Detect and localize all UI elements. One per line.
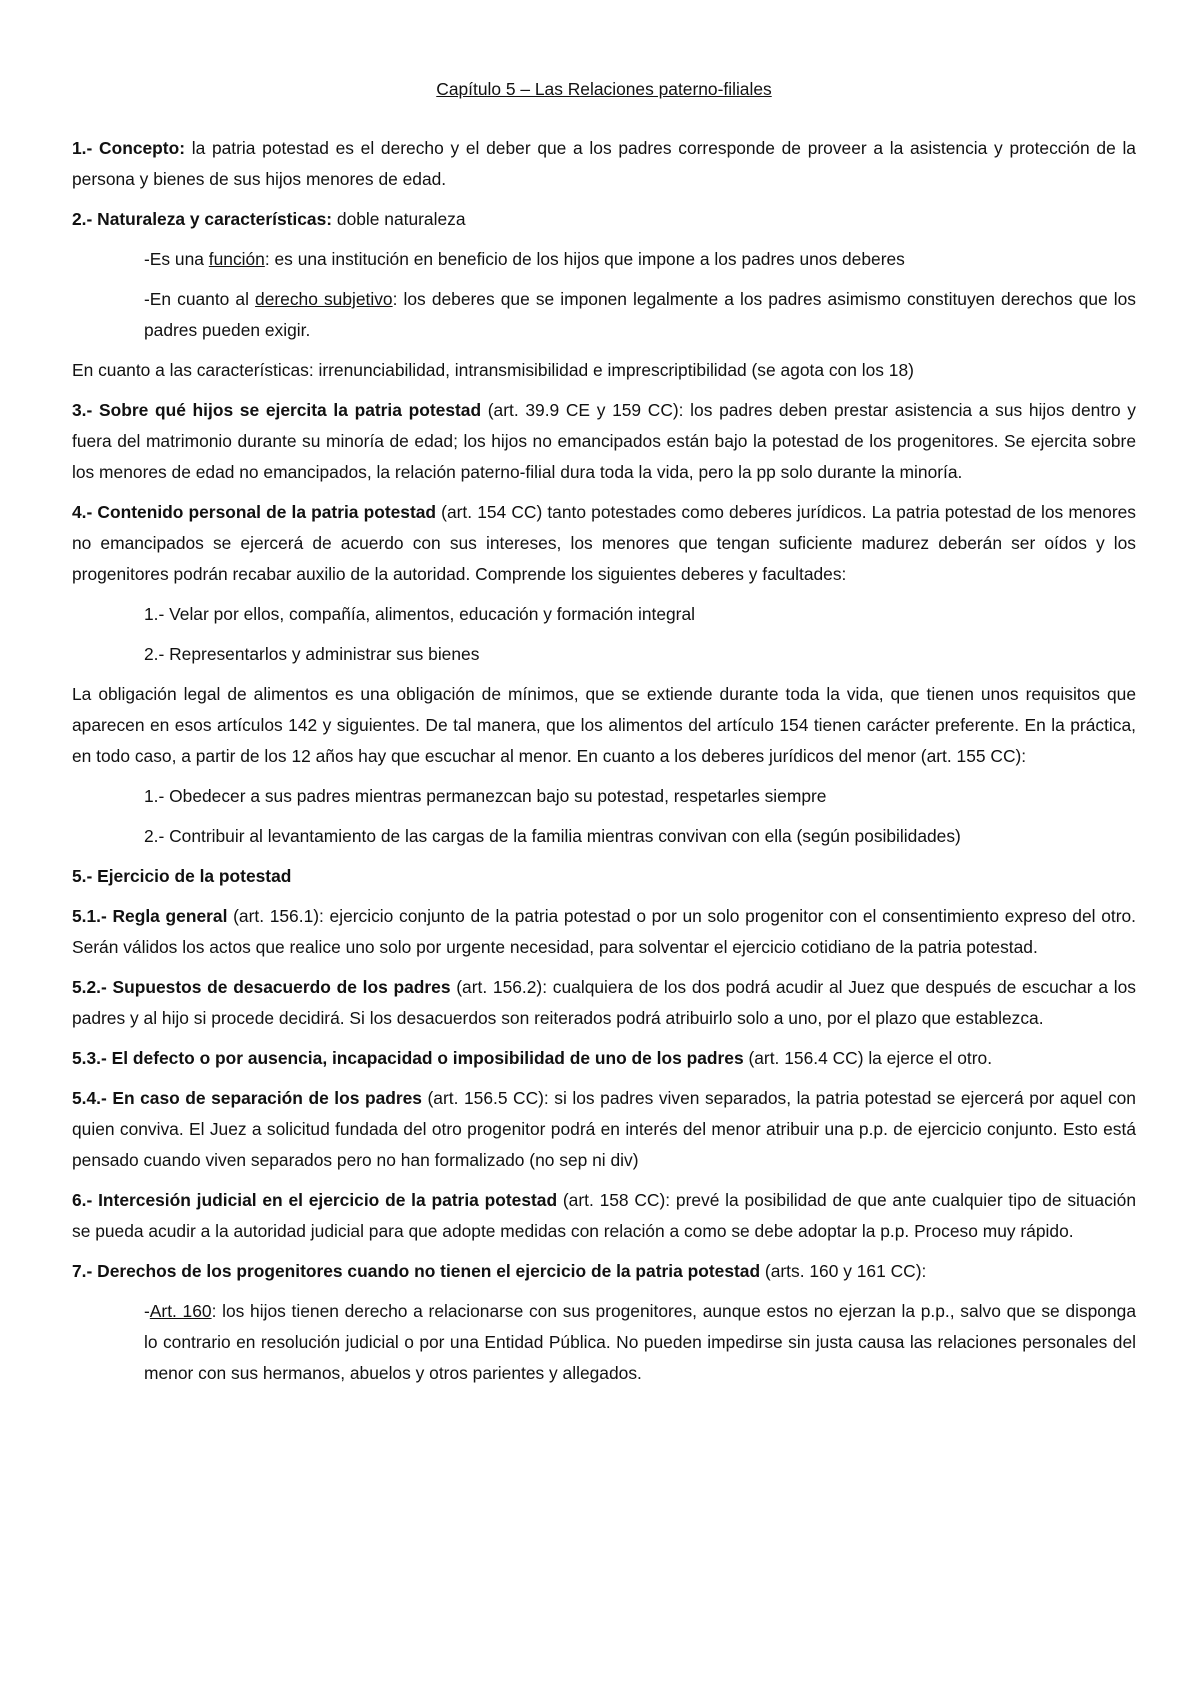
section-2-item-derecho-subjetivo <box>72 284 1136 346</box>
section-5-2-text: (art. 156.2): cualquiera de los dos podrá acudir al Juez que después de escuchar a los padres y al hijo si procede decidirá. Si los desacuerdos son reiterados podrá atribuirlo solo a uno, por el plazo que establezca. <box>72 977 1136 1028</box>
item-text: : es una institución en beneficio de los hijos que impone a los padres unos deberes <box>264 249 905 269</box>
section-5-3-defecto <box>72 1043 1136 1074</box>
section-2-text: doble naturaleza <box>332 209 466 229</box>
section-6-intercesion-judicial <box>72 1185 1136 1247</box>
section-7-title: Derechos de los progenitores cuando no tienen el ejercicio de la patria potestad <box>97 1261 761 1281</box>
section-5-2-number: 5.2.- <box>72 977 113 997</box>
section-6-heading <box>72 1190 557 1210</box>
item-prefix: -Es una <box>144 249 209 269</box>
section-5-1-regla-general <box>72 901 1136 963</box>
item-underlined-term: función <box>208 249 265 269</box>
section-5-1-text: (art. 156.1): ejercicio conjunto de la patria potestad o por un solo progenitor con el consentimiento expreso del otro. Serán válidos los actos que realice uno solo por urgente necesidad, para solventar el ejercicio cotidiano de la patria potestad. <box>72 906 1137 957</box>
section-5-2-heading <box>72 977 451 997</box>
section-4-item-1: 1.- Velar por ellos, compañía, alimentos, educación y formación integral <box>144 604 695 624</box>
item-text: : los hijos tienen derecho a relacionarse con sus progenitores, aunque estos no ejerzan la p.p., salvo que se disponga lo contrario en resolución judicial o por una Entidad Pública. No pueden impedirse sin justa causa las relaciones personales del menor con sus hermanos, abuelos y otros parientes y allegados. <box>144 1301 1136 1383</box>
section-7-heading <box>72 1261 760 1281</box>
section-5-1-title: Regla general <box>112 906 228 926</box>
section-2-title: Naturaleza y características: <box>97 209 333 229</box>
section-2-naturaleza <box>72 204 1136 235</box>
section-5-2-title: Supuestos de desacuerdo de los padres <box>112 977 451 997</box>
section-5-3-text: (art. 156.4 CC) la ejerce el otro. <box>743 1048 993 1068</box>
item-underlined-term: Art. 160 <box>149 1301 212 1321</box>
item-prefix: - <box>144 1301 150 1321</box>
section-7-derechos-progenitores <box>72 1256 1136 1287</box>
section-3-title: Sobre qué hijos se ejercita la patria potestad <box>98 400 482 420</box>
section-4-title: Contenido personal de la patria potestad <box>97 502 437 522</box>
item-underlined-term: derecho subjetivo <box>255 289 393 309</box>
item-text: : los deberes que se imponen legalmente a los padres asimismo constituyen derechos que los padres pueden exigir. <box>144 289 1136 340</box>
section-4-contenido-personal <box>72 497 1136 590</box>
section-7-text: (arts. 160 y 161 CC): <box>760 1261 927 1281</box>
section-6-title: Intercesión judicial en el ejercicio de la patria potestad <box>98 1190 558 1210</box>
section-3-heading <box>72 400 481 420</box>
section-1-number: 1.- <box>72 138 100 158</box>
section-5-3-heading <box>72 1048 744 1068</box>
section-2-heading <box>72 209 332 229</box>
section-5-heading <box>72 861 1136 892</box>
section-1-text: la patria potestad es el derecho y el deber que a los padres corresponde de proveer a la asistencia y protección de la persona y bienes de sus hijos menores de edad. <box>72 138 1136 189</box>
section-1-title: Concepto: <box>99 138 185 158</box>
item-prefix: -En cuanto al <box>144 289 256 309</box>
section-5-4-separacion <box>72 1083 1136 1176</box>
section-3-number: 3.- <box>72 400 99 420</box>
section-2-number: 2.- <box>72 209 98 229</box>
section-3-text: (art. 39.9 CE y 159 CC): los padres deben prestar asistencia a sus hijos dentro y fuera del matrimonio durante su minoría de edad; los hijos no emancipados están bajo la potestad de los progenitores. Se ejercita sobre los menores de edad no emancipados, la relación paterno-filial dura toda la vida, pero la pp solo durante la minoría. <box>72 400 1136 482</box>
section-4-deber-1: 1.- Obedecer a sus padres mientras permanezcan bajo su potestad, respetarles siempre <box>144 786 827 806</box>
section-4-text: (art. 154 CC) tanto potestades como deberes jurídicos. La patria potestad de los menores no emancipados se ejercerá de acuerdo con sus intereses, los menores que tengan suficiente madurez deberán ser oídos y los progenitores podrán recabar auxilio de la autoridad. Comprende los siguientes deberes y facultades: <box>72 502 1136 584</box>
section-4-deber-2: 2.- Contribuir al levantamiento de las cargas de la familia mientras convivan con ella (según posibilidades) <box>144 826 961 846</box>
section-5-3-title: El defecto o por ausencia, incapacidad o imposibilidad de uno de los padres <box>111 1048 744 1068</box>
section-4-alimentos: La obligación legal de alimentos es una obligación de mínimos, que se extiende durante toda la vida, que tienen unos requisitos que aparecen en esos artículos 142 y siguientes. De tal manera, que los alimentos del artículo 154 tienen carácter preferente. En la práctica, en todo caso, a partir de los 12 años hay que escuchar al menor. En cuanto a los deberes jurídicos del menor (art. 155 CC): <box>72 684 1136 766</box>
section-5-3-number: 5.3.- <box>72 1048 112 1068</box>
section-5-4-title: En caso de separación de los padres <box>112 1088 422 1108</box>
section-5-4-heading <box>72 1088 422 1108</box>
section-7-number: 7.- <box>72 1261 98 1281</box>
section-5-4-number: 5.4.- <box>72 1088 113 1108</box>
section-5-title: 5.- Ejercicio de la potestad <box>72 866 292 886</box>
section-5-1-number: 5.1.- <box>72 906 113 926</box>
section-5-2-desacuerdo <box>72 972 1136 1034</box>
section-4-item-2: 2.- Representarlos y administrar sus bienes <box>144 644 480 664</box>
section-1-concepto <box>72 133 1136 195</box>
section-7-item-art-160 <box>72 1296 1136 1389</box>
section-1-heading <box>72 138 185 158</box>
section-5-1-heading <box>72 906 227 926</box>
section-6-text: (art. 158 CC): prevé la posibilidad de que ante cualquier tipo de situación se pueda acudir a la autoridad judicial para que adopte medidas con relación a como se debe adoptar la p.p. Proceso muy rápido. <box>72 1190 1136 1241</box>
section-6-number: 6.- <box>72 1190 99 1210</box>
section-4-number: 4.- <box>72 502 98 522</box>
section-4-heading <box>72 502 436 522</box>
page-title: Capítulo 5 – Las Relaciones paterno-filiales <box>436 79 772 99</box>
section-2-item-funcion <box>72 244 1136 275</box>
section-3-sobre-que-hijos <box>72 395 1136 488</box>
section-2-caracteristicas: En cuanto a las características: irrenunciabilidad, intransmisibilidad e imprescriptibilidad (se agota con los 18) <box>72 360 914 380</box>
section-5-4-text: (art. 156.5 CC): si los padres viven separados, la patria potestad se ejercerá por aquel con quien conviva. El Juez a solicitud fundada del otro progenitor podrá en interés del menor atribuir una p.p. de ejercicio conjunto. Esto está pensado cuando viven separados pero no han formalizado (no sep ni div) <box>72 1088 1136 1170</box>
